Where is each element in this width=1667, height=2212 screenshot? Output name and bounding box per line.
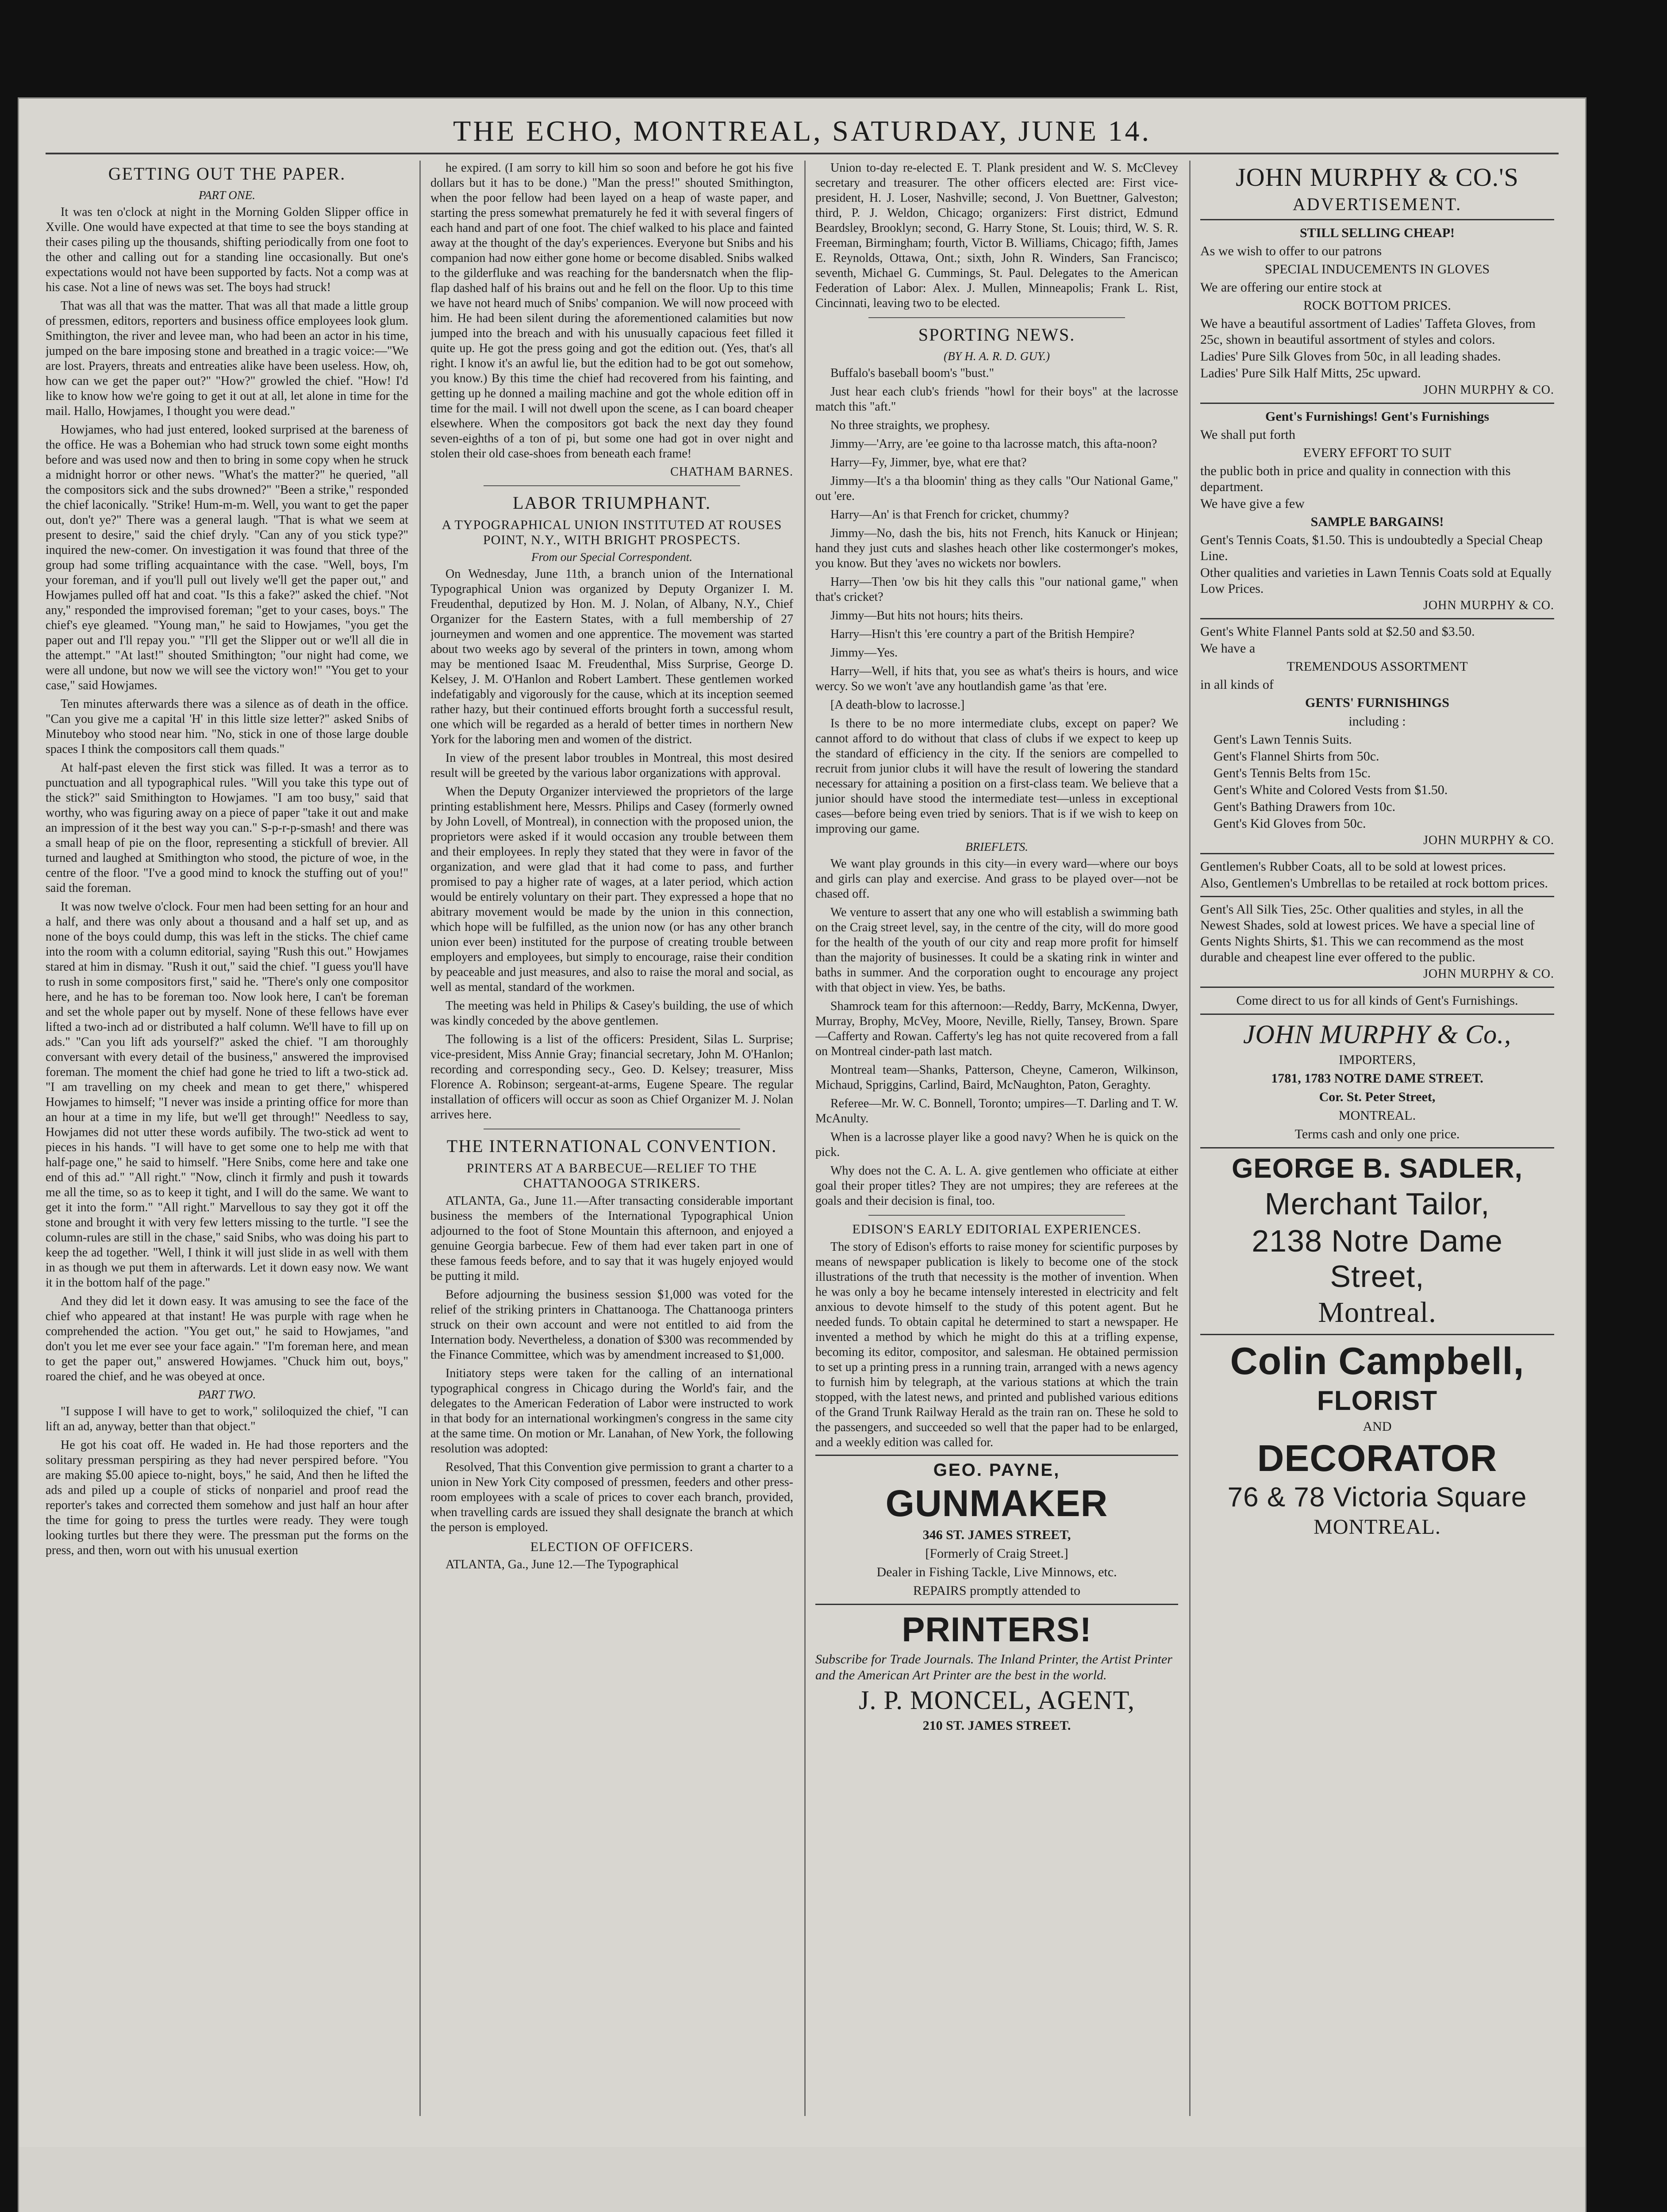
ad-line: Gent's All Silk Ties, 25c. Other qualities and styles, in all the Newest Shades, sold at lowest prices. We have a special line of Gents Nights Shirts, $1. This we can recommend as the most durable and cheapest line ever offered to the public.	[1200, 902, 1535, 964]
article-title: GETTING OUT THE PAPER.	[108, 164, 346, 184]
paragraph: Is there to be no more intermediate clubs, except on paper? We cannot afford to do without that class of clubs if we expect to keep up the standard of efficiency in the city. If the seniors are compelled to recruit from junior clubs it will have the result of lowering the standard necessary for attaining a position on a first-class team. We believe that a junior should have stood the intermediate test—unless in exceptional cases—before being even tried by seniors. That is if we wish to keep on improving our game.	[815, 717, 1178, 836]
paragraph: The story of Edison's efforts to raise money for scientific purposes by means of newspaper publication is likely to become one of the stock illustrations of the truth that necessity is the mother of invention. When he was only a boy he became intensely interested in electricity and felt anxious to devote himself to the study of this potent agent. But he needed funds. To obtain capital he determined to start a newspaper. He invented a method by which he might do this at a trifling expense, becoming its editor, compositor, and salesman. He obtained permission to set up a printing press in a running train, arranged with a news agency to furnish him by telegraph, at the various stations at which the train stopped, with the latest news, and printed and published various editions of the Grand Trunk Railway Herald as the train ran on. These he sold to the passengers, and succeeded so well that the paper had to be enlarged, and a weekly edition was called for.	[815, 1240, 1178, 1449]
paragraph: Referee—Mr. W. C. Bonnell, Toronto; umpires—T. Darling and T. W. McAnulty.	[815, 1097, 1178, 1125]
ad-line: including :	[1348, 714, 1406, 729]
paragraph: he expired. (I am sorry to kill him so soon and before he got his five dollars but it has to be done.) "Man the press!" shouted Smithington, when the poor fellow had been layed on a heap of waste paper, and starting the press somewhat prematurely he fed it with several fingers of each hand and part of one foot. The chief walked to his place and fainted away at the thought of the day's experiences. Everyone but Snibs and his companion had now either gone home or become disabled. Snibs walked to the gilderfluke and was reaching for the bandersnatch when the flip-flap dashed half of his brains out and he fell on the floor. Up to this time we have not heard much of Snibs' companion. We will now proceed with him. He had been silent during the aforementioned calamities but now jumped into the breach and with his unusually capacious feet filled it quite up. He got the press going and got the edition out. (Yes, that's all right. I know it's an awful lie, but the edition had to be got out somehow, you know.) By this time the chief had recovered from his fainting, and getting up he donned a mailing machine and got the whole edition off in time for the mail. I will not dwell upon the scene, as I can board cheaper elsewhere. When the compositors got back the next day they found seven-eighths of a ton of pi, but some one had got in over night and stolen their old case-shoes from beneath each frame!	[430, 161, 793, 461]
ad-line: REPAIRS promptly attended to	[913, 1583, 1081, 1598]
ad-trade: Merchant Tailor,	[1264, 1187, 1490, 1221]
ad-address: 2138 Notre Dame Street,	[1252, 1224, 1503, 1294]
paragraph: He got his coat off. He waded in. He had those reporters and the solitary pressman perspiring as they had never perspired before. "You are making $5.00 apiece to-night, boys," he said, And then he lifted the ads and piled up a couple of sticks of nonpariel and proof read the reporter's takes and corrected them somehow and just half an hour after the time for going to press the turtles were ready. They were tough looking turtles but there they were. The pressman put the forms on the press, and then, worn out with his unusual exertion	[46, 1438, 408, 1557]
ad-line: Gent's Tennis Coats, $1.50. This is undoubtedly a Special Cheap Line.	[1200, 533, 1543, 563]
paragraph: Shamrock team for this afternoon:—Reddy, Barry, McKenna, Dwyer, Murray, Brophy, McVey, Moore, Neville, Rielly, Tansey, Brown. Spare—Cafferty and Rowan. Cafferty's leg has not quite recovered from a fall on Montreal cinder-path last match.	[815, 999, 1178, 1058]
ad-line: SPECIAL INDUCEMENTS IN GLOVES	[1264, 262, 1490, 276]
paragraph: Jimmy—No, dash the bis, hits not French, hits Kanuck or Hinjean; hand they just cuts and slashes heach other like costermonger's mokes, you know. But they 'aves no wickets nor bowlers.	[815, 526, 1178, 570]
ad-line: Other qualities and varieties in Lawn Tennis Coats sold at Equally Low Prices.	[1200, 565, 1552, 596]
paragraph: In view of the present labor troubles in Montreal, this most desired result will be greeted by the various labor organizations with approval.	[430, 751, 793, 780]
paragraph: Buffalo's baseball boom's "bust."	[830, 366, 994, 380]
byline: (BY H. A. R. D. GUY.)	[943, 349, 1050, 363]
paragraph: ATLANTA, Ga., June 11.—After transacting considerable important business the members of the International Typographical Union adjourned to the foot of Stone Mountain this afternoon, and enjoyed a genuine Georgia barbecue. Few of them had ever taken part in one of these famous feeds before, and to say that it was hugely enjoyed would be putting it mild.	[430, 1194, 793, 1283]
ad-card-line: 1781, 1783 NOTRE DAME STREET.	[1271, 1071, 1483, 1086]
ad-campbell	[1200, 1340, 1554, 1539]
ad-rule	[1200, 403, 1554, 404]
ad-trade: DECORATOR	[1257, 1437, 1498, 1479]
ad-card-line: Cor. St. Peter Street,	[1319, 1090, 1436, 1104]
ad-address: 346 ST. JAMES STREET,	[922, 1528, 1071, 1542]
ad-rule	[1200, 987, 1554, 988]
paragraph: Harry—Hisn't this 'ere country a part of the British Hempire?	[830, 627, 1135, 641]
ad-heading: STILL SELLING CHEAP!	[1299, 226, 1455, 240]
ad-name: GEO. PAYNE,	[933, 1460, 1060, 1480]
paragraph: Montreal team—Shanks, Patterson, Cheyne, Cameron, Wilkinson, Michaud, Spriggins, Carlind, Baird, McNaughton, Paton, Geraghty.	[815, 1063, 1178, 1092]
ad-line: Gentlemen's Rubber Coats, all to be sold at lowest prices.	[1200, 859, 1506, 874]
paragraph: Jimmy—It's a tha bloomin' thing as they calls "Our National Game," out 'ere.	[815, 474, 1178, 503]
divider	[868, 317, 1125, 318]
paragraph: When is a lacrosse player like a good navy? When he is quick on the pick.	[815, 1130, 1178, 1159]
paragraph: Jimmy—But hits not hours; hits theirs.	[830, 609, 1023, 622]
ad-line: Ladies' Pure Silk Gloves from 50c, in all leading shades.	[1200, 349, 1501, 364]
paragraph: Union to-day re-elected E. T. Plank president and W. S. McClevey secretary and treasurer. The other officers elected are: First vice-president, H. J. Loser, Nashville; second, J. Von Buettner, Galveston; third, P. J. Weldon, Chicago; organizers: First district, Edmund Beardsley, Brooklyn; second, G. Harry Stone, St. Louis; third, W. S. R. Freeman, Birmingham; fourth, Victor B. Williams, Chicago; fifth, James E. Reynolds, Ottawa, Ont.; sixth, John R. Winders, San Francisco; seventh, Michael G. Cummings, St. Paul. Delegates to the American Federation of Labor: Alex. J. Mullen, Minneapolis; Frank L. Rist, Cincinnati, leaving two to be elected.	[815, 161, 1178, 310]
paragraph: Ten minutes afterwards there was a silence as of death in the office. "Can you give me a capital 'H' in this little size letter?" asked Snibs of Minuteboy who stood near him. "No, stick in one of those large double spaces I think the compositors call them quads."	[46, 697, 408, 756]
column-1	[46, 161, 408, 1562]
subheading: A TYPOGRAPHICAL UNION INSTITUTED AT ROUSES POINT, N.Y., WITH BRIGHT PROSPECTS.	[442, 518, 782, 547]
ad-payne	[815, 1460, 1178, 1599]
ad-list-item: Gent's Flannel Shirts from 50c.	[1214, 749, 1379, 764]
paragraph: Just hear each club's friends "howl for their boys" at the lacrosse match this "aft."	[815, 385, 1178, 414]
ad-line: We shall put forth	[1200, 427, 1296, 442]
ad-conjunction: AND	[1363, 1419, 1392, 1434]
article-title: LABOR TRIUMPHANT.	[512, 493, 711, 513]
ad-line: Dealer in Fishing Tackle, Live Minnows, etc.	[876, 1565, 1117, 1579]
paragraph: "I suppose I will have to get to work," soliloquized the chief, "I can lift an ad, anyway, better than that object."	[46, 1405, 408, 1433]
ad-list-item: Gent's Bathing Drawers from 10c.	[1214, 799, 1396, 814]
ad-list-item: Gent's Kid Gloves from 50c.	[1214, 816, 1366, 831]
ad-murphy	[1200, 162, 1554, 1143]
ad-card-line: Terms cash and only one price.	[1294, 1127, 1460, 1141]
ad-rule	[1200, 896, 1554, 897]
paragraph: The meeting was held in Philips & Casey's building, the use of which was kindly conceded by the above gentlemen.	[430, 999, 793, 1028]
ad-line: Also, Gentlemen's Umbrellas to be retailed at rock bottom prices.	[1200, 876, 1548, 891]
paragraph: Jimmy—Yes.	[830, 646, 898, 660]
ad-line: EVERY EFFORT TO SUIT	[1303, 445, 1452, 460]
paragraph: Harry—Then 'ow bis hit they calls this "our national game," when that's cricket?	[815, 575, 1178, 604]
paragraph: We venture to assert that any one who will establish a swimming bath on the Craig street level, say, in the centre of the city, will do more good for the health of the youth of our city and reap more profit for himself than the majority of businesses. It could be a skating rink in winter and baths in summer. And the corporation ought to encourage any project with that object in view. Yes, be baths.	[815, 906, 1178, 995]
column-divider	[804, 161, 806, 2116]
paragraph: Howjames, who had just entered, looked surprised at the bareness of the office. He was a Bohemian who had struck town some eight months before and was used now and then to bring in some copy when he struck a midnight horror or other news. "What's the matter?" he queried, "all the compositors sick and the subs drowned?" "Been a strike," responded the chief laconically. "Strike! Hum-m-m. Well, you want to get the paper out, don't ye?" There was a general laugh. "That is what we seem at present to desire," said the chief dryly. "Can any of you stick type?" inquired the new-comer. On investigation it was found that three of the group had some trifling acquaintance with the case. "Well, boys, I'm your foreman, and if you'll pull out lively we'll get the paper out," and Howjames pulled off hat and coat. "Is this a fake?" asked the chief. "Not any," responded the improvised foreman; "get to your cases, boys." The chief's eye gleamed. "Young man," he said to Howjames, "you get the paper out and I'll repay you." "I'll get the Slipper out or we'll all die in the attempt." "At last!" shouted Smithington; "our night had come, we were all undone, but now we will see the victory won!" "You get to your case," said Howjames.	[46, 423, 408, 692]
ad-subtitle: ADVERTISEMENT.	[1292, 194, 1462, 214]
paragraph: Harry—Well, if hits that, you see as what's theirs is hours, and wice wercy. So we won't 'ave any houtlandish game 'as that 'ere.	[815, 664, 1178, 693]
ad-line: As we wish to offer to our patrons	[1200, 244, 1382, 258]
paragraph: And they did let it down easy. It was amusing to see the face of the chief who appeared at that instant! He was purple with rage when he comprehended the action. "You get out," he said to Howjames, "and don't you let me ever see your face again." "I'm foreman here, and mean to get the paper out," answered Howjames. "Chuck him out, boys," roared the chief, and he was obeyed at once.	[46, 1294, 408, 1383]
ad-line: ROCK BOTTOM PRICES.	[1303, 298, 1451, 313]
byline: From our Special Correspondent.	[531, 550, 692, 564]
paragraph: The following is a list of the officers: President, Silas L. Surprise; vice-president, Miss Annie Gray; financial secretary, John M. O'Hanlon; recording and corresponding secy., Geo. D. Kelsey; treasurer, Miss Florence A. Robinson; sergeant-at-arms, Eugene Speare. The regular installation of officers will occur as soon as Chief Organizer M. J. Nolan arrives here.	[430, 1033, 793, 1121]
paragraph: It was now twelve o'clock. Four men had been setting for an hour and a half, and there was only about a thousand and a half set up, and as none of the boys could dump, this was left in the sticks. The chief came into the room with a column editorial, saying "Rush this out." Howjames stared at him in dismay. "Rush it out," said the chief. "I guess you'll have to rush in some compositors first," said he. "There's only one compositor here, and he has to be foreman too. Now look here, I can't be foreman and set the whole paper out by myself. None of these fellows have ever lifted a two-inch ad or distributed a half column. We'll have to fill up on ads." "Can you lift ads yourself?" asked the chief. "I am thoroughly conversant with every detail of the business," answered the improvised foreman. The moment the chief had gone he tried to lift a two-stick ad. "I am travelling on my cheek and mean to get there," whispered Howjames to himself; "I never was inside a printing office for more than an hour at a time in my life, but we'll get through!" Needless to say, Howjames did not utter these words aufibily. The two-stick ad went to pieces in his hands. "I will have to get some one to help me with that half-page one," he said to himself. "Here Snibs, come here and take one end of this ad." "All right." "Now, clinch it firmly and push it towards me all the time, so as to keep it tight, and I will do the same. We want to get it into the form." "All right." Marvellous to say they got it off the stone and brought it with very few letters missing to the turtle. "I see the column-rules are still in the chase," said Snibs, who was doing his part to keep the ad together. "Well, I think it will just slide in as well with them in as though we put them in afterwards. Let it down easy now. We want it in the bottom half of the page."	[46, 900, 408, 1290]
ad-line: We are offering our entire stock at	[1200, 280, 1382, 295]
ad-signature: JOHN MURPHY & CO.	[1423, 833, 1554, 847]
paragraph: It was ten o'clock at night in the Morning Golden Slipper office in Xville. One would have expected at that time to see the boys standing at their cases piling up the thousands, shifting periodically from one foot to the other and calling out for a standing line occasionally. But one's expectations would not have been supported by facts. Not a comp was at his case. Not a line of news was set. The boys had struck!	[46, 205, 408, 294]
ad-printers	[815, 1609, 1178, 1734]
ad-note: [Formerly of Craig Street.]	[925, 1546, 1068, 1561]
ad-line: Come direct to us for all kinds of Gent's Furnishings.	[1236, 993, 1518, 1008]
masthead-rule	[46, 153, 1559, 154]
ad-agent: J. P. MONCEL, AGENT,	[859, 1686, 1135, 1715]
ad-signature: JOHN MURPHY & CO.	[1423, 599, 1554, 612]
paragraph: Why does not the C. A. L. A. give gentlemen who officiate at either goal their proper titles? They are not umpires; they are referees at the goals and their decision is final, too.	[815, 1164, 1178, 1208]
paragraph: ATLANTA, Ga., June 12.—The Typographical	[446, 1558, 679, 1571]
masthead: THE ECHO, MONTREAL, SATURDAY, JUNE 14.	[453, 115, 1151, 147]
ad-card-line: MONTREAL.	[1338, 1108, 1416, 1123]
paragraph: When the Deputy Organizer interviewed the proprietors of the large printing establishment here, Messrs. Philips and Casey (formerly owned by John Lovell, of Montreal), in connection with the proposed union, the proprietors were asked if it would occasion any trouble between them and their employees. In reply they stated that they were in favor of the organization, and were glad that it had come to pass, and further promised to pay a higher rate of wages, at a later period, which action would be entirely voluntary on their part. They expressed a hope that no abitrary movement would be made by the union in this connection, which hope will be fulfilled, as the union now (or has any other branch union ever been) instituted for the purpose of creating trouble between employers and employees, but simply to encourage, raise their condition by peaceable and just measures, and also to raise the moral and social, as well as mental, standard of the workmen.	[430, 785, 793, 994]
paragraph: We want play grounds in this city—in every ward—where our boys and girls can play and exercise. And grass to be played over—not be chased off.	[815, 857, 1178, 901]
ad-address: 76 & 78 Victoria Square	[1227, 1482, 1527, 1513]
ad-rule	[1200, 618, 1554, 619]
section-label: BRIEFLETS.	[965, 840, 1028, 853]
paragraph: At half-past eleven the first stick was filled. It was a terror as to punctuation and all typographical rules. "Will you take this type out of the stick?" said Smithington to Howjames. "I am too busy," said that worthy, who was figuring away on a piece of paper "take it out and make an impression of it the best way you can." S-p-r-p-smash! and there was a small heap of pie on the floor, representing a stickfull of brevier. All turned and laughed at Smithington who stood, the picture of woe, in the centre of the floor. "I've a good mind to knock the stuffing out of you!" said the foreman.	[46, 761, 408, 895]
section-label: PART ONE.	[198, 188, 256, 202]
paragraph: Resolved, That this Convention give permission to grant a charter to a union in New York City composed of pressmen, feeders and other press-room employees with a scale of prices to cover each branch, provided, when travelling cards are issued they shall designate the branch at which the person is employed.	[430, 1460, 793, 1534]
paragraph: Jimmy—'Arry, are 'ee goine to tha lacrosse match, this afta-noon?	[830, 437, 1157, 451]
article-title: SPORTING NEWS.	[918, 325, 1075, 345]
article-title: EDISON'S EARLY EDITORIAL EXPERIENCES.	[852, 1222, 1141, 1237]
column-2	[430, 161, 793, 1576]
ad-name: GEORGE B. SADLER,	[1232, 1153, 1523, 1184]
ad-heading: Gent's Furnishings! Gent's Furnishings	[1265, 409, 1489, 424]
ad-trade: GUNMAKER	[885, 1482, 1108, 1524]
ad-signature: JOHN MURPHY & CO.	[1423, 383, 1554, 397]
column-3	[815, 161, 1178, 1736]
column-divider	[1189, 161, 1191, 2116]
newspaper-page	[18, 97, 1586, 2212]
paragraph: Harry—An' is that French for cricket, chummy?	[830, 508, 1069, 522]
ad-title: PRINTERS!	[902, 1610, 1092, 1649]
subheading: ELECTION OF OFFICERS.	[530, 1540, 694, 1554]
section-label: PART TWO.	[198, 1388, 256, 1401]
ad-card-line: IMPORTERS,	[1338, 1052, 1416, 1067]
ad-rule	[1200, 219, 1554, 220]
ad-list-item: Gent's White and Colored Vests from $1.50.	[1214, 783, 1448, 797]
ad-list-item: Gent's Tennis Belts from 15c.	[1214, 766, 1371, 780]
paragraph: That was all that was the matter. That was all that made a little group of pressmen, editors, reporters and business office employees look glum. Smithington, the river and levee man, who had been an actor in his time, jumped on the bare imposing stone and breathed in a tragic voice:—"We are lost. Prayers, threats and entreaties alike have been useless. How, oh, how can we get the paper out?" "How?" growled the chief. "How! I'd like to know how we're going to get it out at all, let alone in time for the mail. Hallo, Howjames, I thought you were dead."	[46, 299, 408, 418]
ad-line: TREMENDOUS ASSORTMENT	[1287, 659, 1468, 674]
ad-line: We have a	[1200, 641, 1256, 656]
ad-line: in all kinds of	[1200, 677, 1274, 692]
ad-rule	[1200, 1334, 1554, 1335]
ad-trade: FLORIST	[1317, 1386, 1438, 1416]
ad-rule	[1200, 1014, 1554, 1015]
blank-lower-margin	[19, 2147, 1585, 2212]
ad-list-item: Gent's Lawn Tennis Suits.	[1214, 732, 1352, 747]
ad-line: We have a beautiful assortment of Ladies' Taffeta Gloves, from 25c, shown in beautiful assortment of styles and colors.	[1200, 316, 1536, 347]
paragraph: Harry—Fy, Jimmer, bye, what ere that?	[830, 456, 1027, 469]
ad-text: Subscribe for Trade Journals. The Inland Printer, the Artist Printer and the American Art Printer are the best in the world.	[815, 1652, 1172, 1682]
ad-rule	[815, 1455, 1178, 1456]
ad-rule	[1200, 853, 1554, 854]
ad-line: Gent's White Flannel Pants sold at $2.50 and $3.50.	[1200, 624, 1475, 639]
divider	[484, 485, 740, 486]
ad-rule	[1200, 1147, 1554, 1148]
paragraph: [A death-blow to lacrosse.]	[830, 698, 965, 712]
paragraph: On Wednesday, June 11th, a branch union of the International Typographical Union was organized by Deputy Organizer I. M. Freudenthal, deputized by Hon. M. J. Nolan, of Albany, N.Y., Chief Organizer for the Eastern States, with a full membership of 27 journeymen and women and one apprentice. The movement was started about two weeks ago by several of the printers in town, among whom may be mentioned Isaac M. Freudenthal, Miss Surprise, George D. Kelsey, J. M. O'Hanlon and Robert Lambert. These gentlemen worked indefatigably and vigorously for the cause, which at its inception seemed rather hazy, but their continued efforts brought forth a successful result, one which will be regarded as a herald of better times in northern New York for the laboring men and women of the district.	[430, 567, 793, 746]
ad-heading: GENTS' FURNISHINGS	[1305, 695, 1449, 710]
ad-title: JOHN MURPHY & CO.'S	[1236, 163, 1519, 192]
ad-sadler	[1200, 1153, 1554, 1329]
ad-city: MONTREAL.	[1314, 1515, 1441, 1539]
ad-name: Colin Campbell,	[1230, 1340, 1525, 1382]
ad-city: Montreal.	[1318, 1296, 1437, 1329]
paragraph: No three straights, we prophesy.	[830, 419, 990, 432]
signature: CHATHAM BARNES.	[670, 465, 793, 479]
column-divider	[419, 161, 421, 2116]
divider	[868, 1215, 1125, 1216]
ad-rule	[815, 1604, 1178, 1605]
ad-heading: SAMPLE BARGAINS!	[1310, 515, 1444, 529]
column-4	[1200, 161, 1554, 1541]
ad-line: Ladies' Pure Silk Half Mitts, 25c upward.	[1200, 366, 1421, 380]
ad-address: 210 ST. JAMES STREET.	[922, 1718, 1071, 1733]
ad-line: the public both in price and quality in connection with this department.	[1200, 464, 1511, 494]
ad-signature: JOHN MURPHY & CO.	[1423, 967, 1554, 981]
ad-line: We have give a few	[1200, 496, 1305, 511]
paragraph: Initiatory steps were taken for the calling of an international typographical congress in Chicago during the World's fair, and the delegates to the American Federation of Labor were instructed to work in that body for an international workingmen's congress in the same city at the same time. On motion or Mr. Lanahan, of New York, the following resolution was adopted:	[430, 1367, 793, 1455]
paragraph: Before adjourning the business session $1,000 was voted for the relief of the striking printers in Chattanooga. The Chattanooga printers struck on their own account and were not entitled to aid from the Internation body. Nevertheless, a donation of $300 was recommended by the Finance Committee, which was by amendment increased to $1,000.	[430, 1288, 793, 1362]
subheading: PRINTERS AT A BARBECUE—RELIEF TO THE CHATTANOOGA STRIKERS.	[466, 1161, 757, 1190]
ad-card-name: JOHN MURPHY & Co.,	[1243, 1020, 1512, 1049]
article-title: THE INTERNATIONAL CONVENTION.	[446, 1136, 777, 1156]
